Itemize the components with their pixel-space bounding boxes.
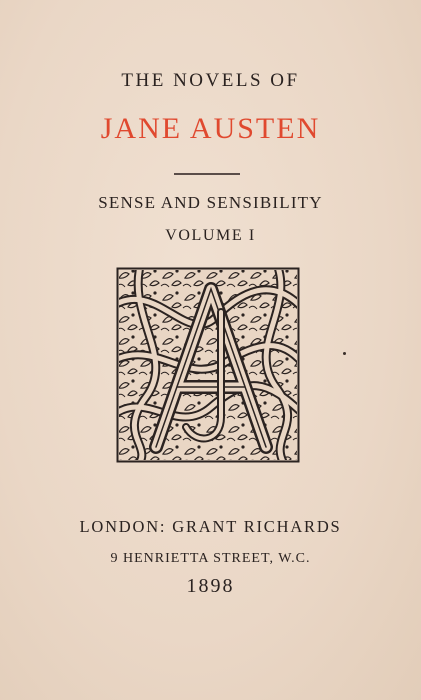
publisher-address: 9 HENRIETTA STREET, W.C. bbox=[110, 551, 311, 566]
series-heading: THE NOVELS OF bbox=[121, 70, 300, 91]
paper-speck bbox=[343, 352, 346, 355]
publication-year: 1898 bbox=[186, 575, 235, 597]
book-title: SENSE AND SENSIBILITY bbox=[98, 193, 323, 212]
author-name: JANE AUSTEN bbox=[100, 112, 321, 145]
publisher-line: LONDON: GRANT RICHARDS bbox=[79, 517, 342, 536]
volume-label: VOLUME I bbox=[165, 227, 256, 244]
divider-rule bbox=[174, 173, 240, 175]
interlaced-monogram-ornament-icon bbox=[116, 267, 300, 463]
